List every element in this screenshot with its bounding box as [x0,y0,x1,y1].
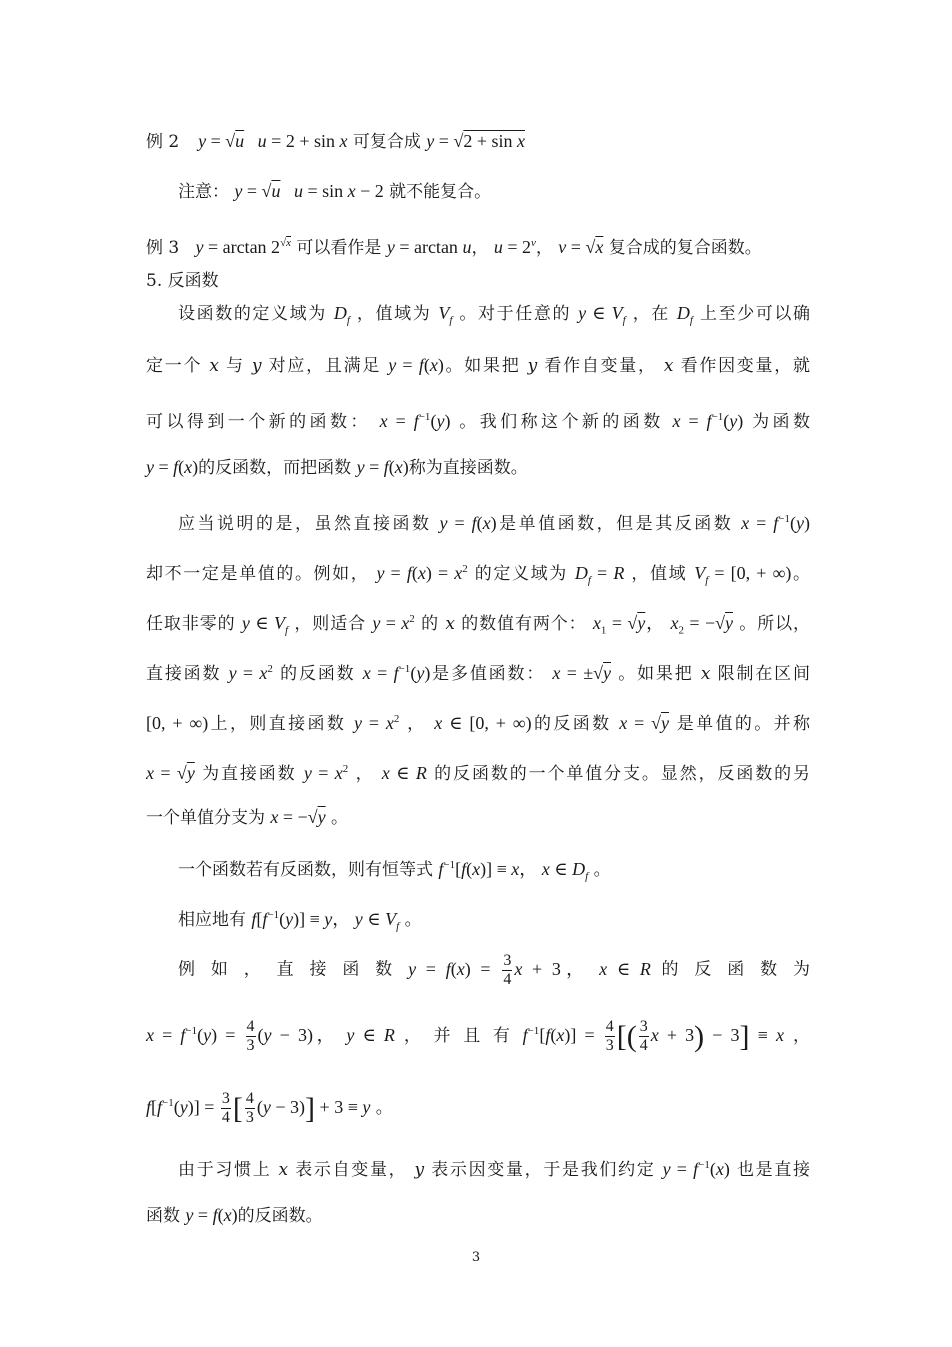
example-3-line: 例 3 $y = \arctan 2^{√x}$ 可以看作是 y = arctan u， $u = 2^v$， v = √x 复合成的复合函数。 [146,237,762,258]
paragraph-2-line-4: 直接函数 $y = x^2$ 的反函数 $x = f^{-1}(y)$是多值函数： x = ±√y 。如果把 x 限制在区间 [146,663,811,684]
section-heading: 5. 反函数 [146,271,219,291]
example-line-2: $x = f^{-1}(y)$ = $\frac{4}{3}$ (y − 3)， y ∈ R ， 并 且 有 $f^{-1}[f(x)]$ = $\frac{4}{3}$ [( $\frac{3}{4}$ x + 3) − 3] ≡ x ， [146,1018,810,1055]
paragraph-1-line-2: 定一个 x 与 y 对应，且满足 y = f(x)。如果把 y 看作自变量， x 看作因变量，就 [146,355,811,376]
example-2-label: 例 2 [146,132,180,152]
convention-line-2: 函数 y = f(x)的反函数。 [146,1205,323,1226]
paragraph-2-line-6: x = √y 为直接函数 $y = x^2$ ， x ∈ R 的反函数的一个单值分支。显然，反函数的另 [146,763,811,784]
paragraph-2-line-3: 任取非零的 y ∈ $V_f$ ，则适合 $y = x^2$ 的 x 的数值有两个： $x_1 = √y$， $x_2 = -√y$ 。所以， [146,613,811,637]
page-number: 3 [471,1250,481,1265]
identity-line-1: 一个函数若有反函数，则有恒等式 $f^{-1}[f(x)] \equiv x$， x ∈ $D_f$ 。 [178,859,611,883]
paragraph-2-line-1: 应当说明的是，虽然直接函数 y = f(x)是单值函数，但是其反函数 $x = f^{-1}(y)$ [178,513,811,534]
paragraph-1-line-3: 可以得到一个新的函数： $x = f^{-1}(y)$ 。我们称这个新的函数 $x = f^{-1}(y)$ 为函数 [146,411,811,432]
identity-line-2: 相应地有 $f[f^{-1}(y)] \equiv y$， y ∈ $V_f$ 。 [178,909,422,933]
paragraph-2-line-2: 却不一定是单值的。例如， $y = f(x) = x^2$ 的定义域为 $D_f = R$ ，值域 $V_f = [0$, + ∞)。 [146,563,811,587]
convention-line-1: 由于习惯上 x 表示自变量， y 表示因变量，于是我们约定 $y = f^{-1}(x)$ 也是直接 [178,1159,811,1180]
paragraph-1-line-1: 设函数的定义域为 $D_f$ ，值域为 $V_f$ 。对于任意的 y ∈ $V_f$ ，在 $D_f$ 上至少可以确 [178,303,811,327]
example-line-3: $f[f^{-1}(y)]$ = $\frac{3}{4}$ [ $\frac{4}{3}$ (y − 3)] + 3 ≡ y 。 [146,1090,393,1127]
note-line: 注意： y = √u u = sin x − 2 就不能复合。 [178,181,492,202]
example-line-1: 例 如 ， 直 接 函 数 y = f(x) = $\frac{3}{4}$ x + 3， x ∈ R 的 反 函 数 为 [178,952,811,988]
paragraph-2-line-5: [0, + ∞)上，则直接函数 $y = x^2$ ， x ∈ [0, + ∞)的反函数 x = √y 是单值的。并称 [146,713,811,734]
example-2-line: 例 2 y = √u u = 2 + sin x 可复合成 y = √2 + sin x [146,131,525,152]
paragraph-2-line-7: 一个单值分支为 x = −√y 。 [146,807,348,828]
paragraph-1-line-4: y = f(x)的反函数，而把函数 y = f(x)称为直接函数。 [146,457,528,478]
